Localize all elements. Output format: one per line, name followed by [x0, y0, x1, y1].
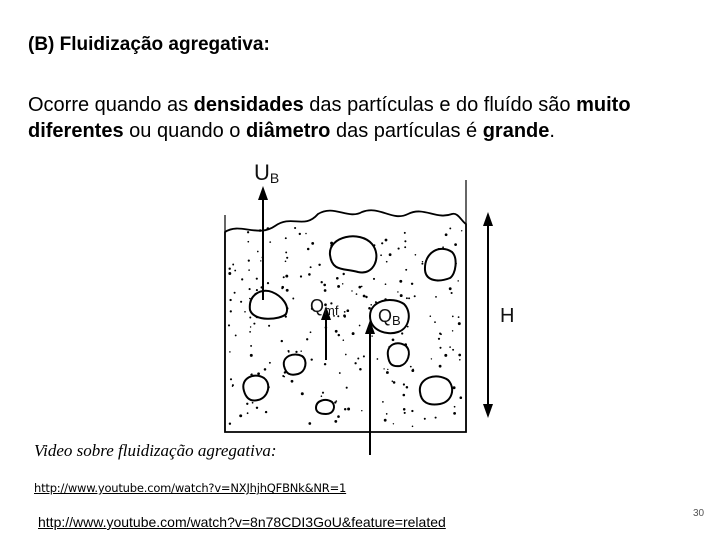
text-run: das partículas é	[330, 120, 483, 142]
text-run: das partículas e do fluído são	[303, 94, 577, 116]
h-arrow-head-top	[483, 212, 493, 226]
page-number: 30	[693, 508, 705, 519]
slide-title: (B) Fluidização agregativa:	[28, 34, 270, 55]
ub-label: UB	[254, 160, 280, 186]
h-label: H	[500, 305, 515, 327]
emphasis-text: densidades	[193, 94, 304, 116]
bubble	[425, 249, 456, 280]
bubble	[388, 343, 409, 366]
ub-arrow-head	[258, 186, 268, 200]
bubble	[330, 236, 377, 272]
qb-label: QB	[378, 306, 401, 328]
emphasis-text: grande	[482, 120, 550, 142]
bubble	[284, 354, 306, 374]
text-run: ou quando o	[123, 120, 246, 142]
bubble	[316, 400, 334, 414]
emphasis-text: diâmetro	[245, 120, 331, 142]
h-arrow-head-bottom	[483, 404, 493, 418]
qmf-label: Qmf	[310, 296, 339, 318]
bubble	[420, 376, 452, 404]
text-run: Ocorre quando as	[28, 94, 194, 116]
video-link-1[interactable]: http://www.youtube.com/watch?v=NXJhjhQFBNk&NR=1	[34, 481, 347, 495]
video-link-2[interactable]: http://www.youtube.com/watch?v=8n78CDI3GoU&feature=related	[38, 514, 446, 530]
video-caption: Video sobre fluidização agregativa:	[34, 441, 281, 461]
emphasis-text: muito diferentes	[28, 94, 631, 142]
bubble	[243, 376, 268, 401]
text-run: .	[549, 120, 555, 142]
